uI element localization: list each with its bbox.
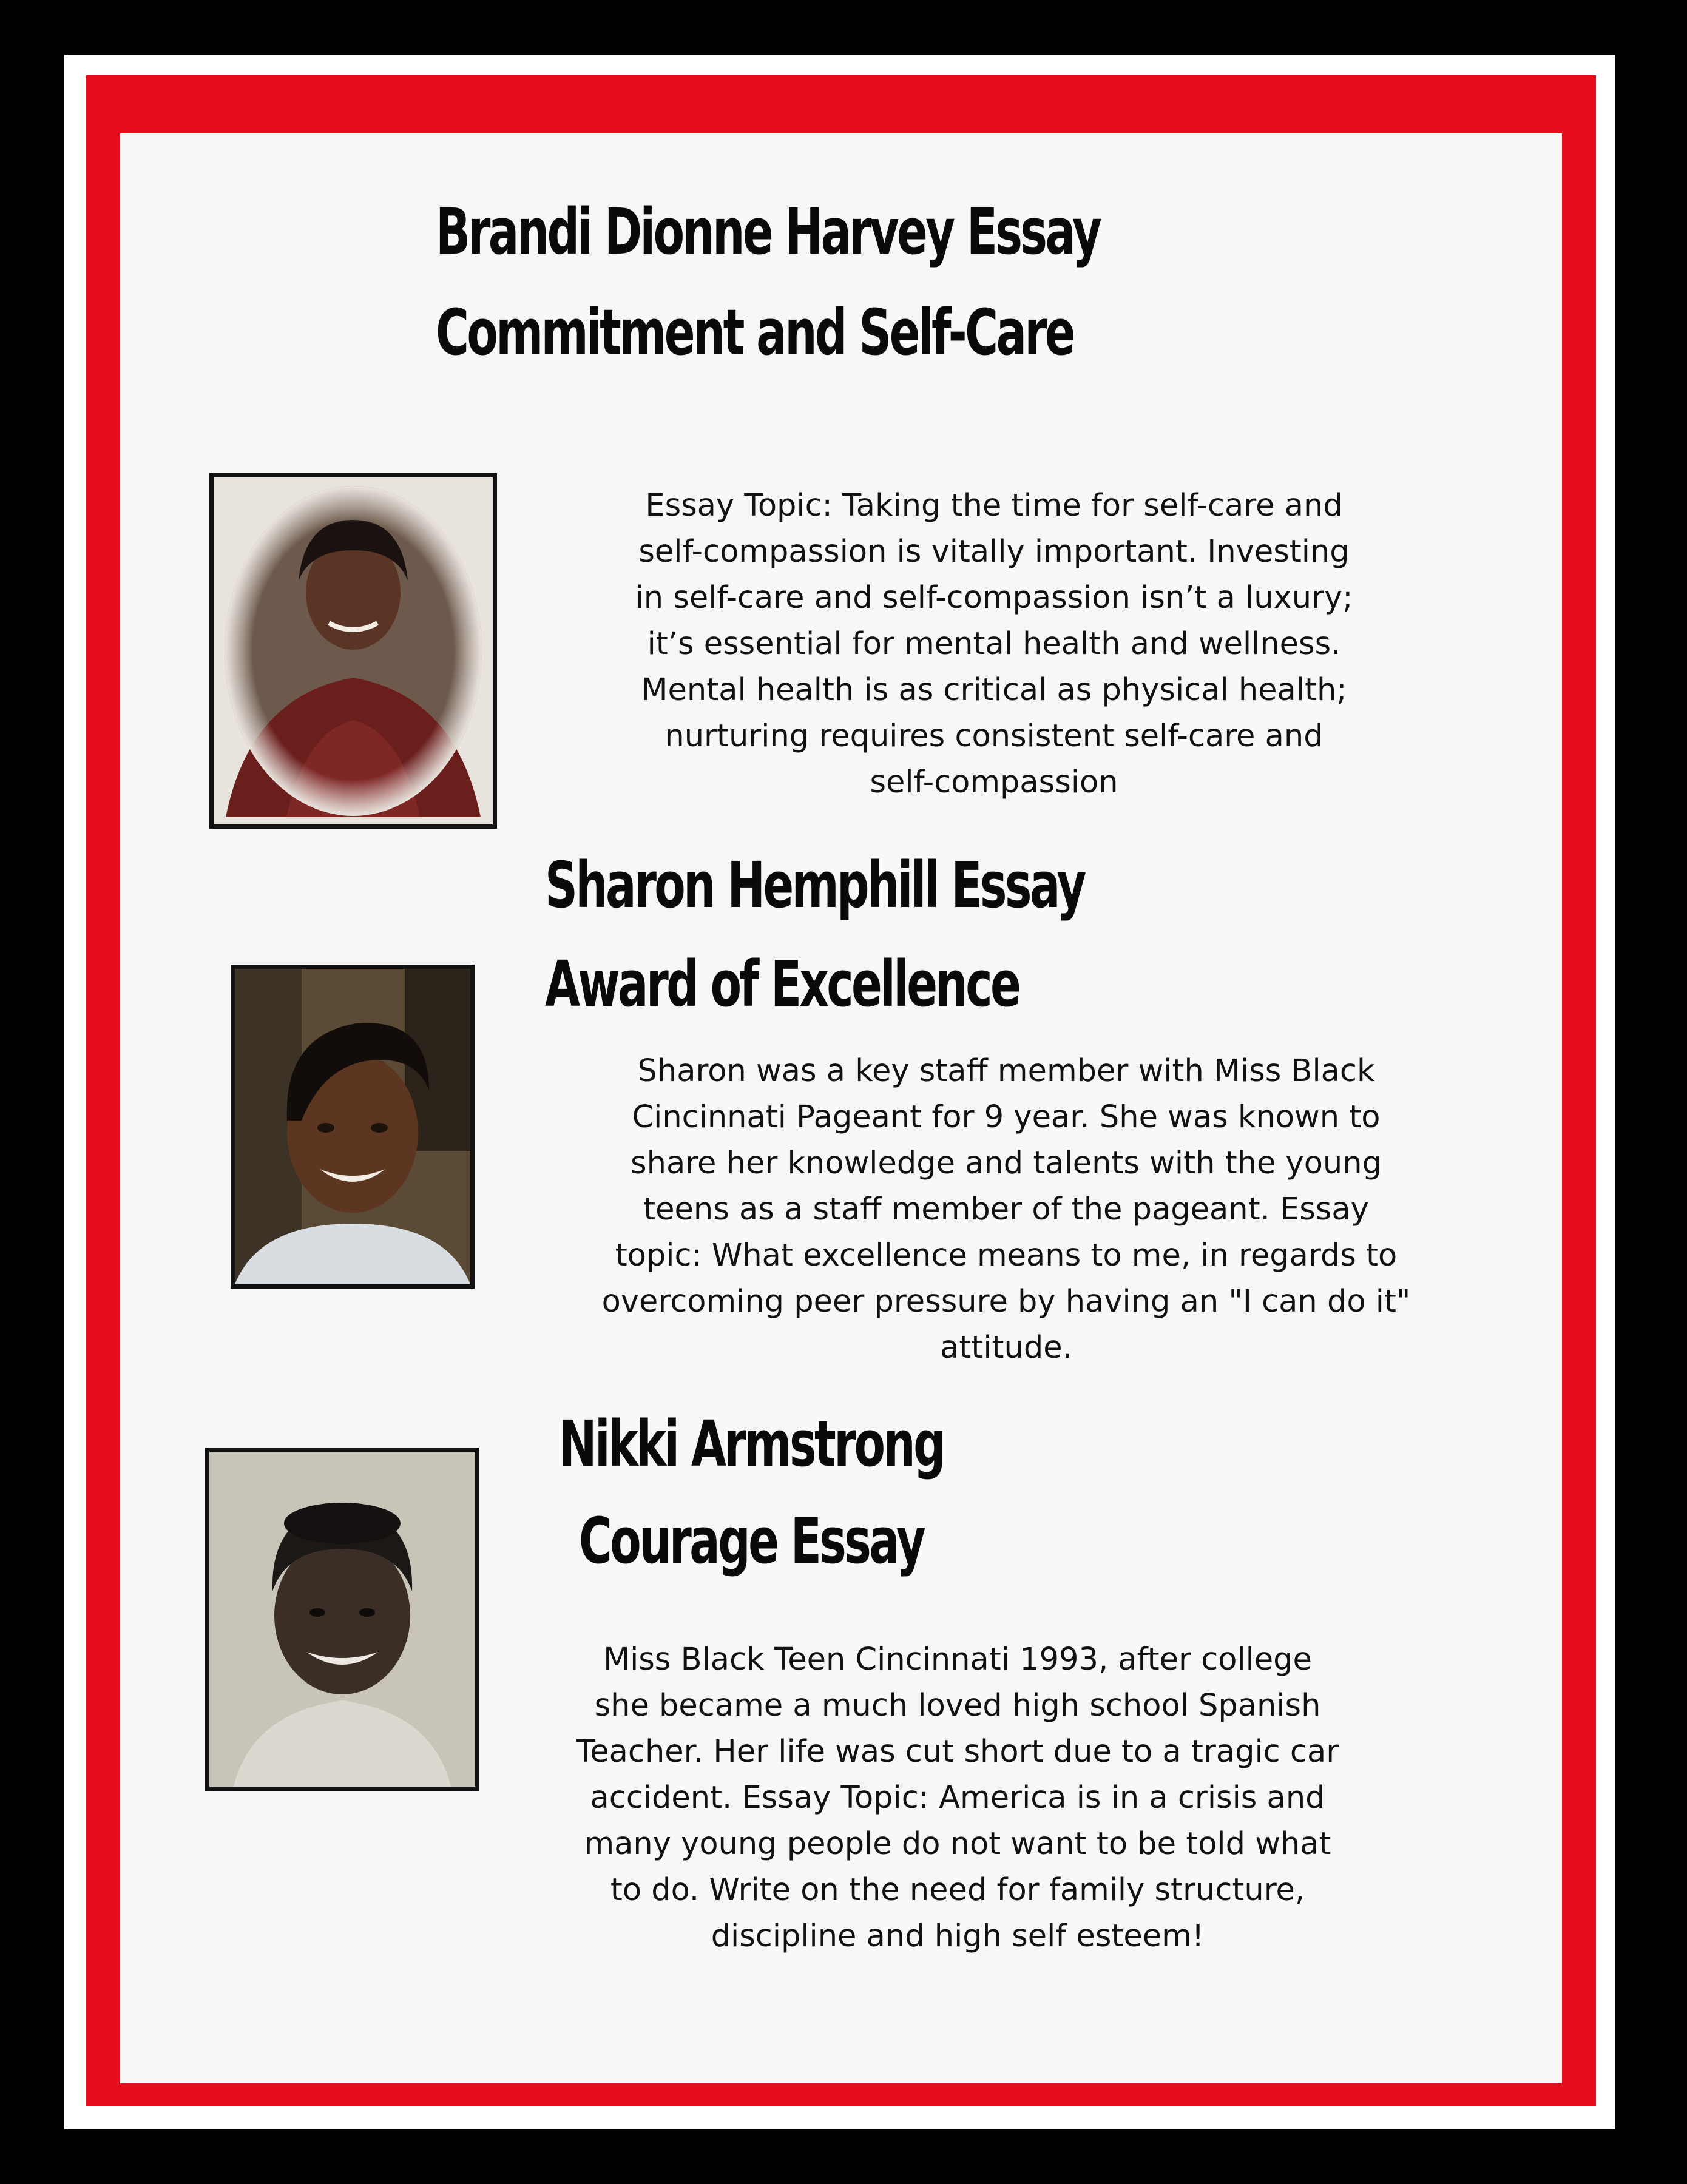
portrait-nikki-armstrong-image — [209, 1452, 475, 1787]
section-2-body: Sharon was a key staff member with Miss Black Cincinnati Pageant for 9 year. She was known to share her knowledge and talents with the young teens as a staff member of the pageant. Essay topic: What excellence means to me, in regards to overcoming peer pressure by having an "I can do it" attitude. — [601, 1053, 1411, 1366]
portrait-brandi-harvey-image — [214, 477, 493, 824]
section-2-subtitle: Award of Excellence — [545, 947, 1019, 1021]
section-2-title: Sharon Hemphill Essay — [545, 848, 1084, 922]
section-1-title: Brandi Dionne Harvey Essay — [436, 195, 1100, 269]
section-3-title: Nikki Armstrong — [558, 1407, 944, 1481]
portrait-nikki-armstrong — [205, 1448, 479, 1791]
portrait-sharon-hemphill-image — [235, 969, 470, 1284]
section-3-body: Miss Black Teen Cincinnati 1993, after college she became a much loved high school Spanish Teacher. Her life was cut short due to a tragic car accident. Essay Topic: America is in a crisis and many young people do not want to be told what to do. Write on the need for family structure, discipline and high self esteem! — [576, 1642, 1339, 1954]
flyer-card — [120, 133, 1562, 2083]
portrait-brandi-harvey — [209, 473, 497, 829]
section-3-subtitle: Courage Essay — [578, 1504, 924, 1578]
portrait-sharon-hemphill — [231, 965, 475, 1289]
section-1-body: Essay Topic: Taking the time for self-care and self-compassion is vitally important. Investing in self-care and self-compassion isn’t a luxury; it’s essential for mental health and wellness. Mental health is as critical as physical health; nurturing requires consistent self-care and self-compassion — [635, 488, 1353, 800]
section-1-subtitle: Commitment and Self-Care — [436, 295, 1073, 369]
